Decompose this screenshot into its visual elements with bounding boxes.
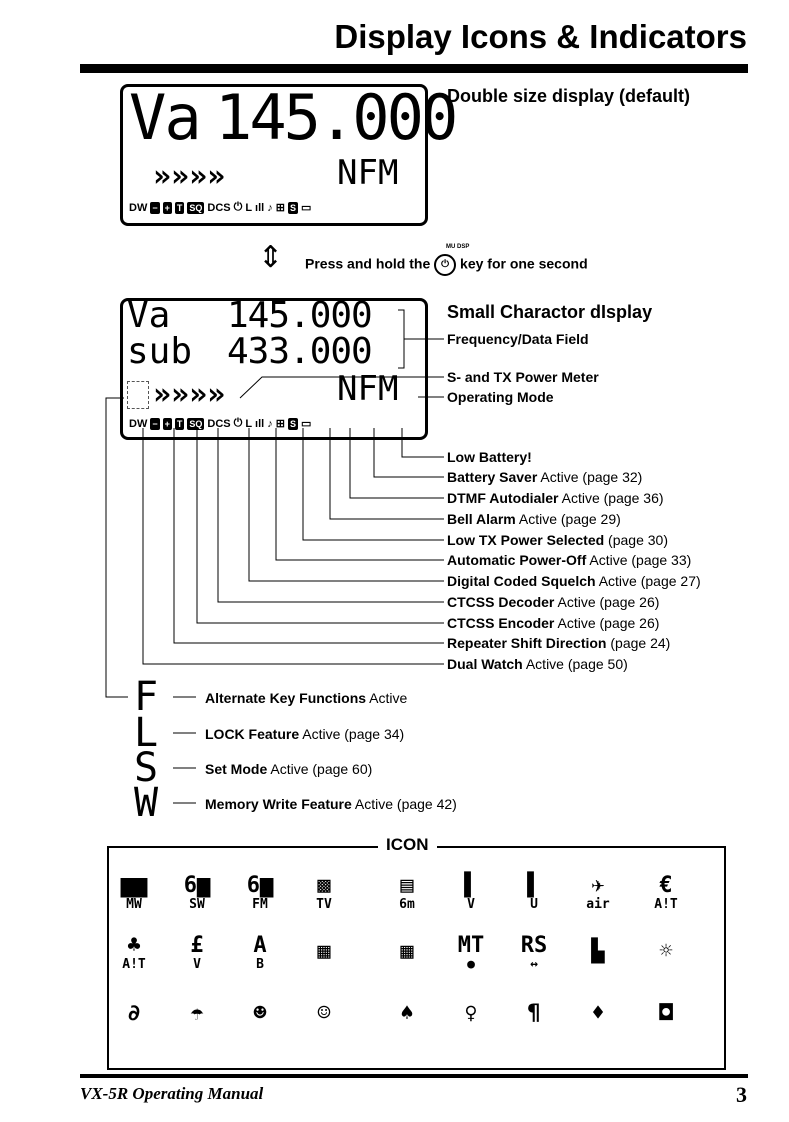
low-power-indicator: L (245, 417, 253, 430)
callout-repeater-shift: Repeater Shift Direction (page 24) (447, 635, 671, 651)
apo-clock-icon: ⏻ (233, 417, 243, 429)
icon-symbol: ♀ (464, 1001, 478, 1026)
low-battery-icon: ▭ (300, 418, 312, 430)
icon-symbol: 6▆ (246, 872, 274, 898)
callout-operating-mode: Operating Mode (447, 389, 554, 405)
lcd-icon-r1c9 (649, 870, 683, 914)
callout-ctcss-encoder: CTCSS Encoder Active (page 26) (447, 615, 660, 631)
lcd-icon-r3c1 (117, 992, 151, 1036)
apo-clock-icon: ⏻ (233, 201, 243, 213)
lcd-frequency: 145.000 (215, 81, 456, 154)
lcd-mode-code: Va (129, 81, 200, 154)
ctcss-t-icon: T (176, 418, 183, 429)
dcs-indicator: DCS (207, 201, 231, 214)
icon-symbol: ▦ (317, 939, 331, 964)
lcd-meter: »»»» (153, 159, 226, 194)
icon-symbol: £ (190, 932, 204, 958)
lcd-icon-r3c6 (454, 992, 488, 1036)
lcd-icon-r2c9 (649, 930, 683, 974)
lcd-line2-code: sub (127, 331, 193, 372)
icon-symbol: ▦ (400, 939, 414, 964)
lcd-icon-r1c5 (390, 870, 424, 914)
page-number: 3 (736, 1082, 747, 1107)
lcd-icon-r3c7 (517, 992, 551, 1036)
icon-label: V (467, 896, 475, 912)
lcd-icon-r2c1 (117, 930, 151, 974)
lcd-modulation: NFM (337, 153, 399, 193)
icon-label: V (193, 956, 201, 972)
icon-symbol: ♦ (591, 1001, 605, 1026)
icon-symbol: ▆▆ (120, 872, 148, 898)
footer-manual-title: VX-5R Operating Manual (80, 1084, 264, 1103)
icon-gallery-title: ICON (378, 835, 437, 855)
ctcss-sq-icon: SQ (189, 418, 203, 429)
icon-grid (107, 846, 722, 1066)
icon-symbol: MT (457, 932, 485, 958)
icon-symbol: ◘ (659, 1001, 673, 1026)
lcd-icon-r1c3 (243, 870, 277, 914)
lcd-line1-frequency: 145.000 (227, 295, 372, 336)
flsw-letter-s: S (134, 745, 159, 791)
callout-battery-saver: Battery Saver Active (page 32) (447, 469, 643, 485)
signal-bars-icon: ıll (255, 201, 265, 214)
flsw-letter-w: W (134, 780, 159, 826)
lcd-icon-r2c3 (243, 930, 277, 974)
lcd-icon-r1c1 (117, 870, 151, 914)
lcd-icon-r3c5 (390, 992, 424, 1036)
icon-symbol: ▌ (527, 872, 541, 898)
callout-dcs: Digital Coded Squelch Active (page 27) (447, 573, 701, 589)
battery-saver-icon: S (289, 418, 296, 429)
lcd-icon-r1c2 (180, 870, 214, 914)
lcd-icon-r2c8 (581, 930, 615, 974)
icon-label: ● (467, 956, 475, 972)
callout-frequency-field: Frequency/Data Field (447, 331, 589, 347)
icon-symbol: ♠ (400, 1001, 414, 1026)
low-power-indicator: L (245, 201, 253, 214)
icon-label: U (530, 896, 538, 912)
low-battery-icon: ▭ (300, 202, 312, 214)
icon-symbol: RS (520, 932, 548, 958)
lcd-icon-r1c8 (581, 870, 615, 914)
icon-label: SW (189, 896, 205, 912)
press-hold-text-after: key for one second (460, 255, 588, 272)
icon-symbol: 6▆ (183, 872, 211, 898)
icon-symbol: A (253, 932, 267, 958)
icon-symbol: ▩ (317, 872, 331, 898)
icon-label: MW (126, 896, 142, 912)
callout-auto-power-off: Automatic Power-Off Active (page 33) (447, 552, 692, 568)
mu-dsp-key-icon: ⏻ (434, 254, 456, 276)
callout-low-tx-power: Low TX Power Selected (page 30) (447, 532, 668, 548)
lcd-icon-r2c5 (390, 930, 424, 974)
callout-dual-watch: Dual Watch Active (page 50) (447, 656, 628, 672)
icon-symbol: ☼ (659, 939, 673, 964)
dtmf-icon: ⊞ (275, 202, 285, 214)
lcd-icon-r2c6 (454, 930, 488, 974)
lcd-icon-r3c8 (581, 992, 615, 1036)
lcd-icon-r2c2 (180, 930, 214, 974)
lcd-icon-r3c4 (307, 992, 341, 1036)
bell-icon: ♪ (267, 417, 273, 430)
double-display-caption: Double size display (default) (447, 86, 691, 106)
battery-saver-icon: S (289, 202, 296, 213)
press-hold-text: Press and hold the (305, 255, 431, 272)
icon-symbol: ∂ (127, 1001, 141, 1026)
icon-symbol: ☺ (317, 1001, 331, 1026)
lcd-icon-r2c7 (517, 930, 551, 974)
lcd-icon-r1c4 (307, 870, 341, 914)
bell-icon: ♪ (267, 201, 273, 214)
icon-label: ↔ (530, 956, 538, 972)
icon-label: B (256, 956, 264, 972)
flsw-label-f: Alternate Key Functions Active (205, 690, 408, 706)
icon-symbol: € (659, 872, 673, 898)
lcd-meter: »»»» (153, 377, 226, 412)
icon-label: 6m (399, 896, 415, 912)
small-display-caption: Small Charactor dIsplay (447, 302, 653, 322)
flsw-letter-l: L (134, 710, 159, 756)
dcs-indicator: DCS (207, 417, 231, 430)
lcd-icon-r1c7 (517, 870, 551, 914)
icon-label: A!T (122, 956, 146, 972)
lcd-modulation: NFM (337, 369, 399, 409)
lcd-icon-r3c3 (243, 992, 277, 1036)
icon-symbol: ♣ (127, 932, 141, 958)
callout-bell-alarm: Bell Alarm Active (page 29) (447, 511, 621, 527)
icon-label: A!T (654, 896, 678, 912)
lcd-line2-frequency: 433.000 (227, 331, 372, 372)
callout-meter: S- and TX Power Meter (447, 369, 599, 385)
callout-dtmf-autodialer: DTMF Autodialer Active (page 36) (447, 490, 664, 506)
flsw-letter-f: F (134, 674, 159, 720)
lcd-icon-r3c9 (649, 992, 683, 1036)
page-title: Display Icons & Indicators (334, 18, 747, 55)
icon-symbol: ▤ (400, 872, 414, 898)
icon-symbol: ▙ (591, 939, 605, 964)
flsw-label-s: Set Mode Active (page 60) (205, 761, 373, 777)
lcd-icon-r2c4 (307, 930, 341, 974)
flsw-label-w: Memory Write Feature Active (page 42) (205, 796, 457, 812)
ctcss-sq-icon: SQ (189, 202, 203, 213)
key-label: MU DSP (446, 244, 470, 250)
lcd-icon-r3c2 (180, 992, 214, 1036)
minus-icon: − (152, 418, 158, 429)
minus-icon: − (152, 202, 158, 213)
dual-watch-indicator: DW (129, 417, 148, 430)
plus-icon: + (164, 418, 170, 429)
updown-arrow-icon: ⇕ (258, 241, 284, 274)
icon-label: FM (252, 896, 268, 912)
lcd-line1-code: Va (127, 295, 171, 336)
icon-symbol: ☻ (253, 1001, 267, 1026)
footer-rule (80, 1074, 748, 1078)
ctcss-t-icon: T (176, 202, 183, 213)
icon-symbol: ✈ (591, 872, 605, 898)
icon-label: TV (316, 896, 332, 912)
callout-ctcss-decoder: CTCSS Decoder Active (page 26) (447, 594, 660, 610)
dtmf-icon: ⊞ (275, 418, 285, 430)
icon-label: air (586, 896, 610, 912)
dual-watch-indicator: DW (129, 201, 148, 214)
icon-symbol: ☂ (190, 1001, 204, 1026)
signal-bars-icon: ıll (255, 417, 265, 430)
plus-icon: + (164, 202, 170, 213)
icon-symbol: ▌ (464, 872, 478, 898)
lcd-icon-r1c6 (454, 870, 488, 914)
icon-symbol: ¶ (527, 1001, 541, 1026)
callout-low-battery: Low Battery! (447, 449, 532, 465)
flsw-label-l: LOCK Feature Active (page 34) (205, 726, 405, 742)
